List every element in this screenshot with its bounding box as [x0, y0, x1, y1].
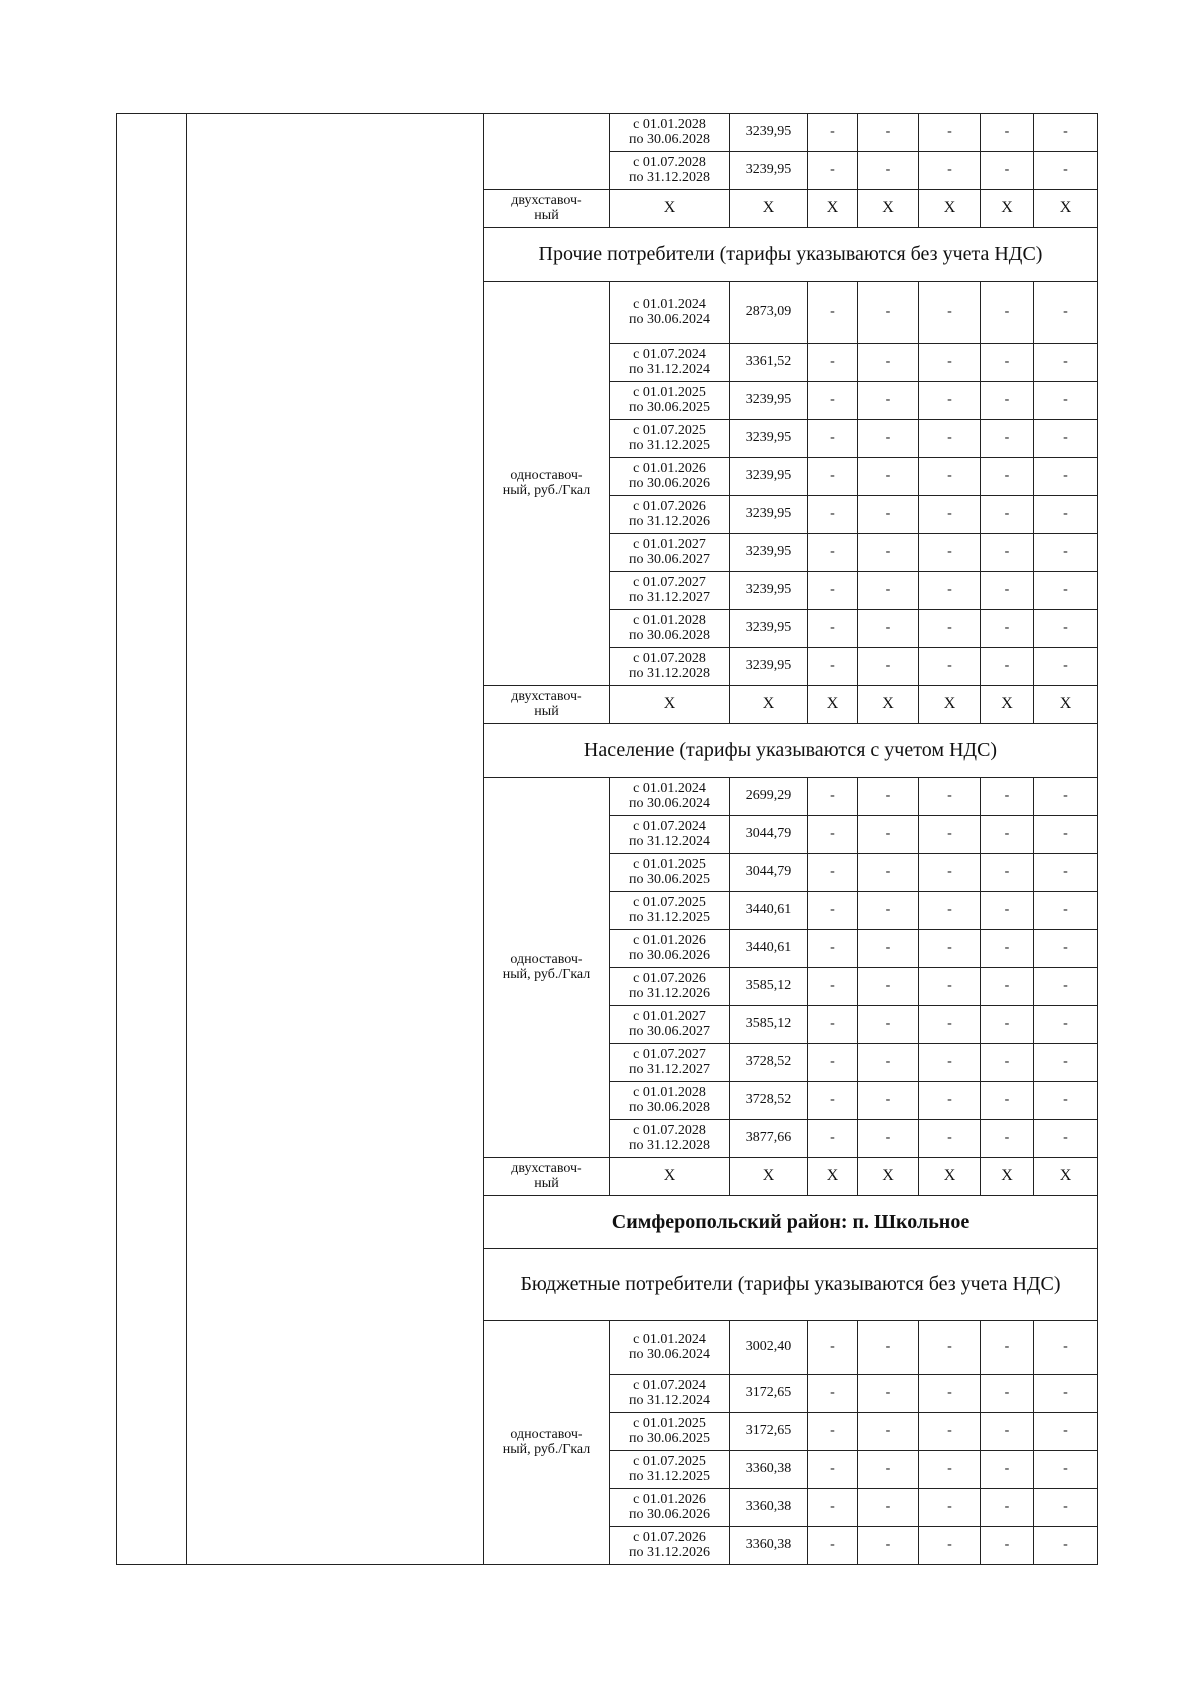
dash-cell: -	[981, 496, 1034, 534]
period-cell: с 01.01.2027 по 30.06.2027	[610, 1006, 730, 1044]
period-cell: с 01.01.2026 по 30.06.2026	[610, 458, 730, 496]
dash-cell: -	[858, 1375, 919, 1413]
period-cell: с 01.07.2028 по 31.12.2028	[610, 648, 730, 686]
dash-cell: -	[858, 420, 919, 458]
period-cell: с 01.07.2025 по 31.12.2025	[610, 892, 730, 930]
dash-cell: -	[808, 648, 858, 686]
dash-cell: -	[808, 344, 858, 382]
dash-cell: -	[981, 1375, 1034, 1413]
region-title: Симферопольский район: п. Школьное	[484, 1196, 1098, 1249]
dash-cell: -	[858, 648, 919, 686]
tariff-value-cell: 3361,52	[730, 344, 808, 382]
period-cell: с 01.01.2027 по 30.06.2027	[610, 534, 730, 572]
not-applicable-cell: Х	[981, 686, 1034, 724]
period-cell: с 01.07.2026 по 31.12.2026	[610, 968, 730, 1006]
dash-cell: -	[858, 496, 919, 534]
period-cell: с 01.01.2024 по 30.06.2024	[610, 1321, 730, 1375]
dash-cell: -	[981, 1451, 1034, 1489]
blank-number-column	[117, 114, 187, 1565]
not-applicable-cell: Х	[730, 1158, 808, 1196]
dash-cell: -	[858, 1120, 919, 1158]
not-applicable-cell: Х	[610, 1158, 730, 1196]
dash-cell: -	[919, 458, 981, 496]
not-applicable-cell: Х	[610, 190, 730, 228]
dash-cell: -	[1034, 1120, 1098, 1158]
dash-cell: -	[808, 114, 858, 152]
period-cell: с 01.07.2025 по 31.12.2025	[610, 420, 730, 458]
tariff-value-cell: 3239,95	[730, 420, 808, 458]
tariff-kind-two-rate: двухставоч- ный	[484, 1158, 610, 1196]
dash-cell: -	[919, 968, 981, 1006]
not-applicable-cell: Х	[730, 686, 808, 724]
not-applicable-cell: Х	[1034, 686, 1098, 724]
dash-cell: -	[919, 1120, 981, 1158]
dash-cell: -	[919, 648, 981, 686]
dash-cell: -	[858, 1489, 919, 1527]
not-applicable-cell: Х	[919, 1158, 981, 1196]
dash-cell: -	[919, 382, 981, 420]
dash-cell: -	[858, 458, 919, 496]
dash-cell: -	[808, 1413, 858, 1451]
dash-cell: -	[808, 968, 858, 1006]
dash-cell: -	[981, 572, 1034, 610]
period-cell: с 01.07.2028 по 31.12.2028	[610, 1120, 730, 1158]
not-applicable-cell: Х	[858, 686, 919, 724]
table-row	[117, 114, 1098, 152]
dash-cell: -	[858, 114, 919, 152]
period-cell: с 01.07.2024 по 31.12.2024	[610, 344, 730, 382]
dash-cell: -	[808, 534, 858, 572]
dash-cell: -	[919, 344, 981, 382]
not-applicable-cell: Х	[858, 190, 919, 228]
tariff-value-cell: 3044,79	[730, 854, 808, 892]
dash-cell: -	[981, 534, 1034, 572]
tariff-kind-one-rate: одноставоч- ный, руб./Гкал	[484, 1321, 610, 1565]
dash-cell: -	[1034, 152, 1098, 190]
not-applicable-cell: Х	[1034, 190, 1098, 228]
dash-cell: -	[919, 282, 981, 344]
dash-cell: -	[919, 1527, 981, 1565]
dash-cell: -	[808, 1006, 858, 1044]
tariff-value-cell: 3440,61	[730, 892, 808, 930]
dash-cell: -	[981, 1527, 1034, 1565]
tariff-value-cell: 3239,95	[730, 382, 808, 420]
dash-cell: -	[808, 152, 858, 190]
period-cell: с 01.07.2028 по 31.12.2028	[610, 152, 730, 190]
dash-cell: -	[981, 420, 1034, 458]
dash-cell: -	[919, 816, 981, 854]
dash-cell: -	[808, 1489, 858, 1527]
dash-cell: -	[919, 1451, 981, 1489]
dash-cell: -	[808, 1321, 858, 1375]
period-cell: с 01.01.2028 по 30.06.2028	[610, 1082, 730, 1120]
dash-cell: -	[808, 1451, 858, 1489]
tariff-value-cell: 3239,95	[730, 114, 808, 152]
dash-cell: -	[1034, 458, 1098, 496]
dash-cell: -	[808, 496, 858, 534]
period-cell: с 01.01.2028 по 30.06.2028	[610, 610, 730, 648]
dash-cell: -	[919, 534, 981, 572]
dash-cell: -	[919, 1321, 981, 1375]
tariff-table	[116, 113, 1098, 1565]
tariff-value-cell: 3728,52	[730, 1082, 808, 1120]
dash-cell: -	[1034, 1489, 1098, 1527]
tariff-kind-two-rate: двухставоч- ный	[484, 190, 610, 228]
dash-cell: -	[1034, 420, 1098, 458]
dash-cell: -	[981, 648, 1034, 686]
tariff-value-cell: 2699,29	[730, 778, 808, 816]
dash-cell: -	[808, 1120, 858, 1158]
dash-cell: -	[808, 1044, 858, 1082]
not-applicable-cell: Х	[808, 1158, 858, 1196]
dash-cell: -	[858, 1451, 919, 1489]
dash-cell: -	[981, 1413, 1034, 1451]
dash-cell: -	[981, 458, 1034, 496]
dash-cell: -	[858, 1006, 919, 1044]
dash-cell: -	[981, 1082, 1034, 1120]
period-cell: с 01.07.2027 по 31.12.2027	[610, 572, 730, 610]
dash-cell: -	[1034, 382, 1098, 420]
dash-cell: -	[858, 930, 919, 968]
dash-cell: -	[919, 610, 981, 648]
dash-cell: -	[1034, 968, 1098, 1006]
dash-cell: -	[858, 1413, 919, 1451]
dash-cell: -	[808, 1527, 858, 1565]
dash-cell: -	[919, 496, 981, 534]
period-cell: с 01.07.2027 по 31.12.2027	[610, 1044, 730, 1082]
dash-cell: -	[1034, 344, 1098, 382]
period-cell: с 01.01.2026 по 30.06.2026	[610, 930, 730, 968]
dash-cell: -	[1034, 1413, 1098, 1451]
dash-cell: -	[981, 382, 1034, 420]
section-title: Население (тарифы указываются с учетом НДС)	[484, 724, 1098, 778]
tariff-value-cell: 3585,12	[730, 1006, 808, 1044]
period-cell: с 01.01.2024 по 30.06.2024	[610, 778, 730, 816]
not-applicable-cell: Х	[610, 686, 730, 724]
dash-cell: -	[808, 420, 858, 458]
dash-cell: -	[1034, 534, 1098, 572]
dash-cell: -	[858, 1527, 919, 1565]
not-applicable-cell: Х	[730, 190, 808, 228]
dash-cell: -	[981, 1044, 1034, 1082]
dash-cell: -	[858, 816, 919, 854]
period-cell: с 01.01.2028 по 30.06.2028	[610, 114, 730, 152]
period-cell: с 01.07.2026 по 31.12.2026	[610, 496, 730, 534]
tariff-value-cell: 3360,38	[730, 1527, 808, 1565]
dash-cell: -	[919, 152, 981, 190]
dash-cell: -	[1034, 282, 1098, 344]
tariff-value-cell: 3239,95	[730, 572, 808, 610]
dash-cell: -	[808, 610, 858, 648]
dash-cell: -	[981, 1321, 1034, 1375]
dash-cell: -	[808, 282, 858, 344]
tariff-value-cell: 3239,95	[730, 152, 808, 190]
dash-cell: -	[1034, 1082, 1098, 1120]
dash-cell: -	[1034, 114, 1098, 152]
period-cell: с 01.07.2024 по 31.12.2024	[610, 816, 730, 854]
dash-cell: -	[858, 572, 919, 610]
dash-cell: -	[919, 572, 981, 610]
dash-cell: -	[1034, 1451, 1098, 1489]
tariff-value-cell: 2873,09	[730, 282, 808, 344]
tariff-value-cell: 3239,95	[730, 648, 808, 686]
period-cell: с 01.01.2025 по 30.06.2025	[610, 854, 730, 892]
tariff-value-cell: 3172,65	[730, 1413, 808, 1451]
dash-cell: -	[1034, 778, 1098, 816]
dash-cell: -	[919, 1006, 981, 1044]
dash-cell: -	[919, 854, 981, 892]
tariff-value-cell: 3440,61	[730, 930, 808, 968]
period-cell: с 01.01.2025 по 30.06.2025	[610, 382, 730, 420]
dash-cell: -	[981, 610, 1034, 648]
dash-cell: -	[1034, 892, 1098, 930]
blank-name-column	[187, 114, 484, 1565]
tariff-value-cell: 3585,12	[730, 968, 808, 1006]
dash-cell: -	[808, 930, 858, 968]
dash-cell: -	[919, 1082, 981, 1120]
dash-cell: -	[808, 572, 858, 610]
dash-cell: -	[919, 892, 981, 930]
tariff-value-cell: 3239,95	[730, 610, 808, 648]
dash-cell: -	[981, 114, 1034, 152]
dash-cell: -	[1034, 930, 1098, 968]
dash-cell: -	[1034, 816, 1098, 854]
not-applicable-cell: Х	[808, 190, 858, 228]
dash-cell: -	[1034, 1044, 1098, 1082]
dash-cell: -	[919, 1375, 981, 1413]
tariff-kind-two-rate: двухставоч- ный	[484, 686, 610, 724]
dash-cell: -	[808, 458, 858, 496]
tariff-page	[116, 113, 1098, 1565]
tariff-value-cell: 3877,66	[730, 1120, 808, 1158]
dash-cell: -	[858, 610, 919, 648]
period-cell: с 01.01.2026 по 30.06.2026	[610, 1489, 730, 1527]
dash-cell: -	[981, 892, 1034, 930]
not-applicable-cell: Х	[981, 1158, 1034, 1196]
tariff-value-cell: 3239,95	[730, 496, 808, 534]
dash-cell: -	[858, 344, 919, 382]
dash-cell: -	[981, 778, 1034, 816]
dash-cell: -	[919, 114, 981, 152]
dash-cell: -	[1034, 1375, 1098, 1413]
not-applicable-cell: Х	[919, 686, 981, 724]
dash-cell: -	[919, 420, 981, 458]
dash-cell: -	[808, 854, 858, 892]
not-applicable-cell: Х	[858, 1158, 919, 1196]
dash-cell: -	[1034, 648, 1098, 686]
dash-cell: -	[1034, 1527, 1098, 1565]
dash-cell: -	[858, 282, 919, 344]
not-applicable-cell: Х	[1034, 1158, 1098, 1196]
tariff-value-cell: 3728,52	[730, 1044, 808, 1082]
dash-cell: -	[919, 930, 981, 968]
period-cell: с 01.07.2025 по 31.12.2025	[610, 1451, 730, 1489]
period-cell: с 01.01.2025 по 30.06.2025	[610, 1413, 730, 1451]
tariff-value-cell: 3360,38	[730, 1451, 808, 1489]
dash-cell: -	[1034, 1006, 1098, 1044]
dash-cell: -	[981, 1489, 1034, 1527]
not-applicable-cell: Х	[981, 190, 1034, 228]
dash-cell: -	[1034, 1321, 1098, 1375]
dash-cell: -	[981, 152, 1034, 190]
dash-cell: -	[858, 1044, 919, 1082]
tariff-value-cell: 3239,95	[730, 534, 808, 572]
not-applicable-cell: Х	[919, 190, 981, 228]
dash-cell: -	[1034, 610, 1098, 648]
dash-cell: -	[981, 344, 1034, 382]
dash-cell: -	[981, 816, 1034, 854]
dash-cell: -	[981, 1006, 1034, 1044]
dash-cell: -	[981, 854, 1034, 892]
period-cell: с 01.07.2026 по 31.12.2026	[610, 1527, 730, 1565]
tariff-kind-one-rate: одноставоч- ный, руб./Гкал	[484, 778, 610, 1158]
period-cell: с 01.07.2024 по 31.12.2024	[610, 1375, 730, 1413]
tariff-value-cell: 3360,38	[730, 1489, 808, 1527]
dash-cell: -	[981, 968, 1034, 1006]
dash-cell: -	[1034, 572, 1098, 610]
dash-cell: -	[858, 152, 919, 190]
dash-cell: -	[808, 1375, 858, 1413]
tariff-value-cell: 3002,40	[730, 1321, 808, 1375]
dash-cell: -	[919, 1044, 981, 1082]
section-title: Прочие потребители (тарифы указываются без учета НДС)	[484, 228, 1098, 282]
dash-cell: -	[858, 778, 919, 816]
dash-cell: -	[981, 1120, 1034, 1158]
period-cell: с 01.01.2024 по 30.06.2024	[610, 282, 730, 344]
dash-cell: -	[808, 778, 858, 816]
dash-cell: -	[858, 892, 919, 930]
dash-cell: -	[919, 1489, 981, 1527]
blank-kind-cell	[484, 114, 610, 190]
dash-cell: -	[858, 382, 919, 420]
tariff-value-cell: 3239,95	[730, 458, 808, 496]
dash-cell: -	[858, 1321, 919, 1375]
dash-cell: -	[1034, 854, 1098, 892]
tariff-value-cell: 3172,65	[730, 1375, 808, 1413]
dash-cell: -	[858, 1082, 919, 1120]
dash-cell: -	[919, 1413, 981, 1451]
tariff-kind-one-rate: одноставоч- ный, руб./Гкал	[484, 282, 610, 686]
dash-cell: -	[808, 816, 858, 854]
not-applicable-cell: Х	[808, 686, 858, 724]
dash-cell: -	[981, 282, 1034, 344]
dash-cell: -	[1034, 496, 1098, 534]
dash-cell: -	[808, 382, 858, 420]
dash-cell: -	[808, 892, 858, 930]
dash-cell: -	[981, 930, 1034, 968]
dash-cell: -	[919, 778, 981, 816]
dash-cell: -	[808, 1082, 858, 1120]
dash-cell: -	[858, 854, 919, 892]
dash-cell: -	[858, 968, 919, 1006]
tariff-value-cell: 3044,79	[730, 816, 808, 854]
dash-cell: -	[858, 534, 919, 572]
section-title: Бюджетные потребители (тарифы указываются без учета НДС)	[484, 1249, 1098, 1321]
